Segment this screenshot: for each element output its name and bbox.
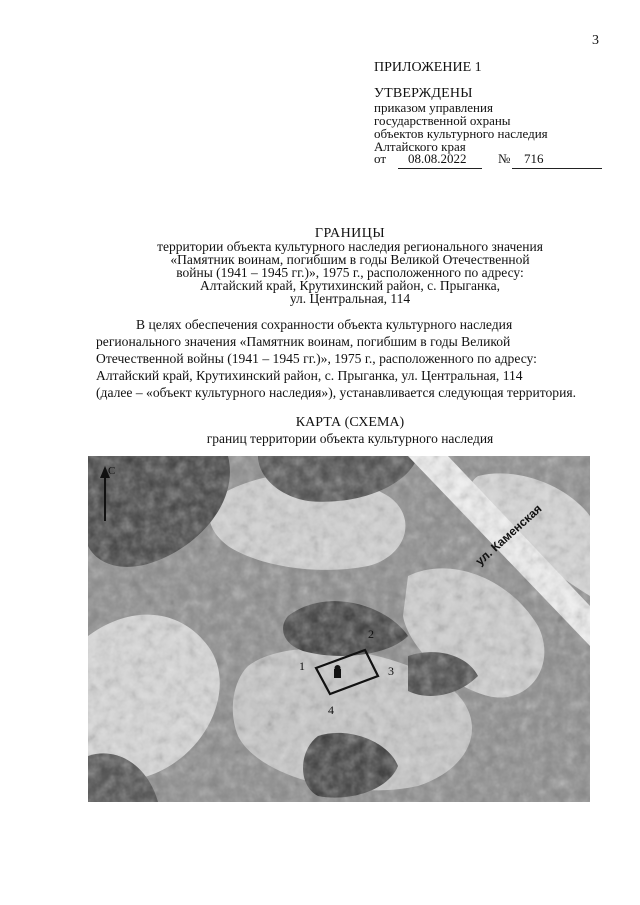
body-line-2: регионального значения «Памятник воинам, погибшим в годы Великой xyxy=(96,334,511,349)
street-label: ул. Каменская xyxy=(472,501,545,569)
number-underline xyxy=(512,168,602,169)
point-label-1: 1 xyxy=(299,659,305,673)
point-label-4: 4 xyxy=(328,703,334,717)
order-line-2: государственной охраны xyxy=(374,113,511,128)
map-title: КАРТА (СХЕМА) xyxy=(295,415,405,430)
order-number: 716 xyxy=(524,151,544,166)
map-subtitle: границ территории объекта культурного наследия xyxy=(206,431,494,446)
title-line-2: «Памятник воинам, погибшим в годы Великой Отечественной xyxy=(170,252,530,267)
body-line-4: Алтайский край, Крутихинский район, с. Прыганка, ул. Центральная, 114 xyxy=(96,368,523,383)
body-line-3: Отечественной войны (1941 – 1945 гг.)», 1975 г., расположенного по адресу: xyxy=(96,351,537,366)
from-label: от xyxy=(374,151,387,166)
document-title: ГРАНИЦЫ xyxy=(314,226,386,241)
order-line-4: Алтайского края xyxy=(374,139,466,154)
monument-icon xyxy=(334,665,341,678)
point-label-2: 2 xyxy=(368,627,374,641)
north-label: С xyxy=(108,465,116,477)
body-line-1: В целях обеспечения сохранности объекта культурного наследия xyxy=(136,317,513,332)
title-line-1: территории объекта культурного наследия регионального значения xyxy=(157,239,543,254)
title-line-5: ул. Центральная, 114 xyxy=(289,291,411,306)
order-line-1: приказом управления xyxy=(374,100,493,115)
approved-label: УТВЕРЖДЕНЫ xyxy=(374,86,473,101)
number-label: № xyxy=(498,151,511,166)
page-number: 3 xyxy=(592,33,599,48)
title-line-4: Алтайский край, Крутихинский район, с. Прыганка, xyxy=(200,278,500,293)
map-texture xyxy=(88,456,590,802)
date-underline xyxy=(398,168,482,169)
aerial-map xyxy=(88,456,590,802)
title-line-3: войны (1941 – 1945 гг.)», 1975 г., расположенного по адресу: xyxy=(176,265,524,280)
body-line-5: (далее – «объект культурного наследия»), устанавливается следующая территория. xyxy=(96,385,577,400)
order-date: 08.08.2022 xyxy=(408,151,467,166)
appendix-label: ПРИЛОЖЕНИЕ 1 xyxy=(374,60,482,75)
order-date-number xyxy=(374,151,604,171)
order-line-3: объектов культурного наследия xyxy=(374,126,548,141)
point-label-3: 3 xyxy=(388,664,394,678)
